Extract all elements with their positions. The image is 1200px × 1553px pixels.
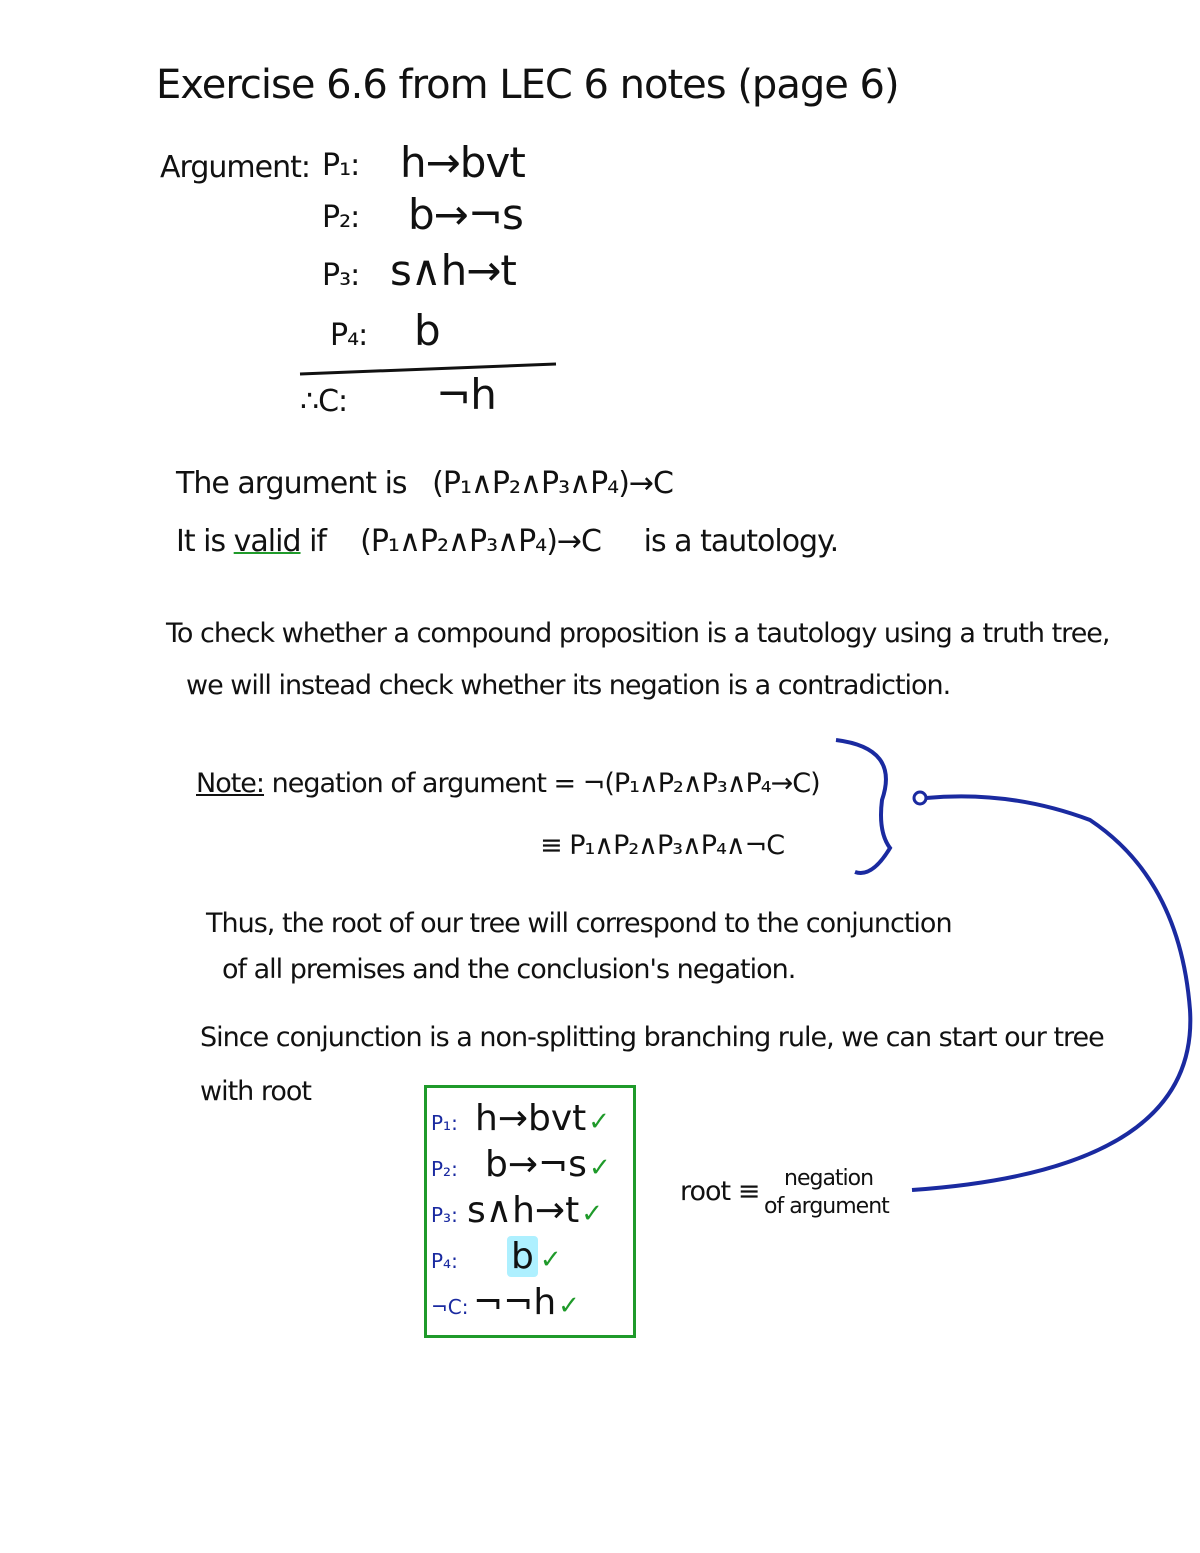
check-mark-icon: ✓ <box>581 1199 603 1229</box>
root-row-1-formula: h→bvt <box>475 1098 587 1139</box>
conclusion-label: ∴C: <box>300 384 348 419</box>
validity-formula: (P₁∧P₂∧P₃∧P₄)→C <box>360 524 601 559</box>
check-mark-icon: ✓ <box>588 1153 611 1183</box>
validity-prefix: It is <box>176 524 226 559</box>
conclusion-rule <box>300 364 556 374</box>
premise-1-label: P₁: <box>322 148 360 183</box>
root-row-4-formula: b <box>507 1236 538 1277</box>
root-row-3-formula: s∧h→t <box>467 1190 580 1231</box>
argument-form-prefix: The argument is <box>176 466 407 501</box>
note-negation: negation of argument = ¬(P₁∧P₂∧P₃∧P₄→C) <box>271 768 820 799</box>
note-label: Note: <box>196 768 265 799</box>
premise-3-label: P₃: <box>322 258 360 293</box>
root-row-4-label: P₄: <box>431 1249 458 1273</box>
premise-4-label: P₄: <box>330 318 368 353</box>
argument-form-formula: (P₁∧P₂∧P₃∧P₄)→C <box>432 466 673 501</box>
root-row-3-label: P₃: <box>431 1203 458 1227</box>
arrowhead-icon <box>914 792 926 804</box>
check-line-1: To check whether a compound proposition is a tautology using a truth tree, <box>166 618 1110 649</box>
check-line-2: we will instead check whether its negation is a contradiction. <box>186 670 951 701</box>
validity-if: if <box>309 524 326 559</box>
root-row-5-formula: ¬¬h <box>473 1282 557 1323</box>
check-mark-icon: ✓ <box>558 1291 580 1321</box>
valid-word: valid <box>233 524 301 559</box>
page-title: Exercise 6.6 from LEC 6 notes (page 6) <box>156 62 899 108</box>
root-row-5-label: ¬C: <box>431 1295 469 1319</box>
note-line-2: ≡ P₁∧P₂∧P₃∧P₄∧¬C <box>540 830 785 861</box>
root-row-1-label: P₁: <box>431 1111 458 1135</box>
premise-1-formula: h→bvt <box>400 138 525 187</box>
root-row-2-formula: b→¬s <box>485 1144 587 1185</box>
premise-2-formula: b→¬s <box>408 190 523 239</box>
premise-3-formula: s∧h→t <box>390 246 516 295</box>
conclusion-formula: ¬h <box>436 370 496 419</box>
argument-heading: Argument: <box>160 150 310 185</box>
thus-line-2: of all premises and the conclusion's negation. <box>222 954 796 985</box>
root-row-2-label: P₂: <box>431 1157 458 1181</box>
check-mark-icon: ✓ <box>588 1107 611 1137</box>
check-mark-icon: ✓ <box>539 1245 562 1275</box>
link-arrow <box>912 796 1190 1190</box>
since-line-2: with root <box>200 1076 311 1107</box>
premise-2-label: P₂: <box>322 200 360 235</box>
premise-4-formula: b <box>414 306 440 355</box>
thus-line-1: Thus, the root of our tree will correspond to the conjunction <box>206 908 952 939</box>
root-equiv-line-1: negation <box>784 1166 874 1191</box>
root-equiv-prefix: root ≡ <box>680 1176 760 1207</box>
note-brace <box>836 740 890 873</box>
root-equiv-line-2: of argument <box>764 1194 889 1219</box>
validity-suffix: is a tautology. <box>643 524 839 559</box>
since-line-1: Since conjunction is a non-splitting branching rule, we can start our tree <box>200 1022 1104 1053</box>
